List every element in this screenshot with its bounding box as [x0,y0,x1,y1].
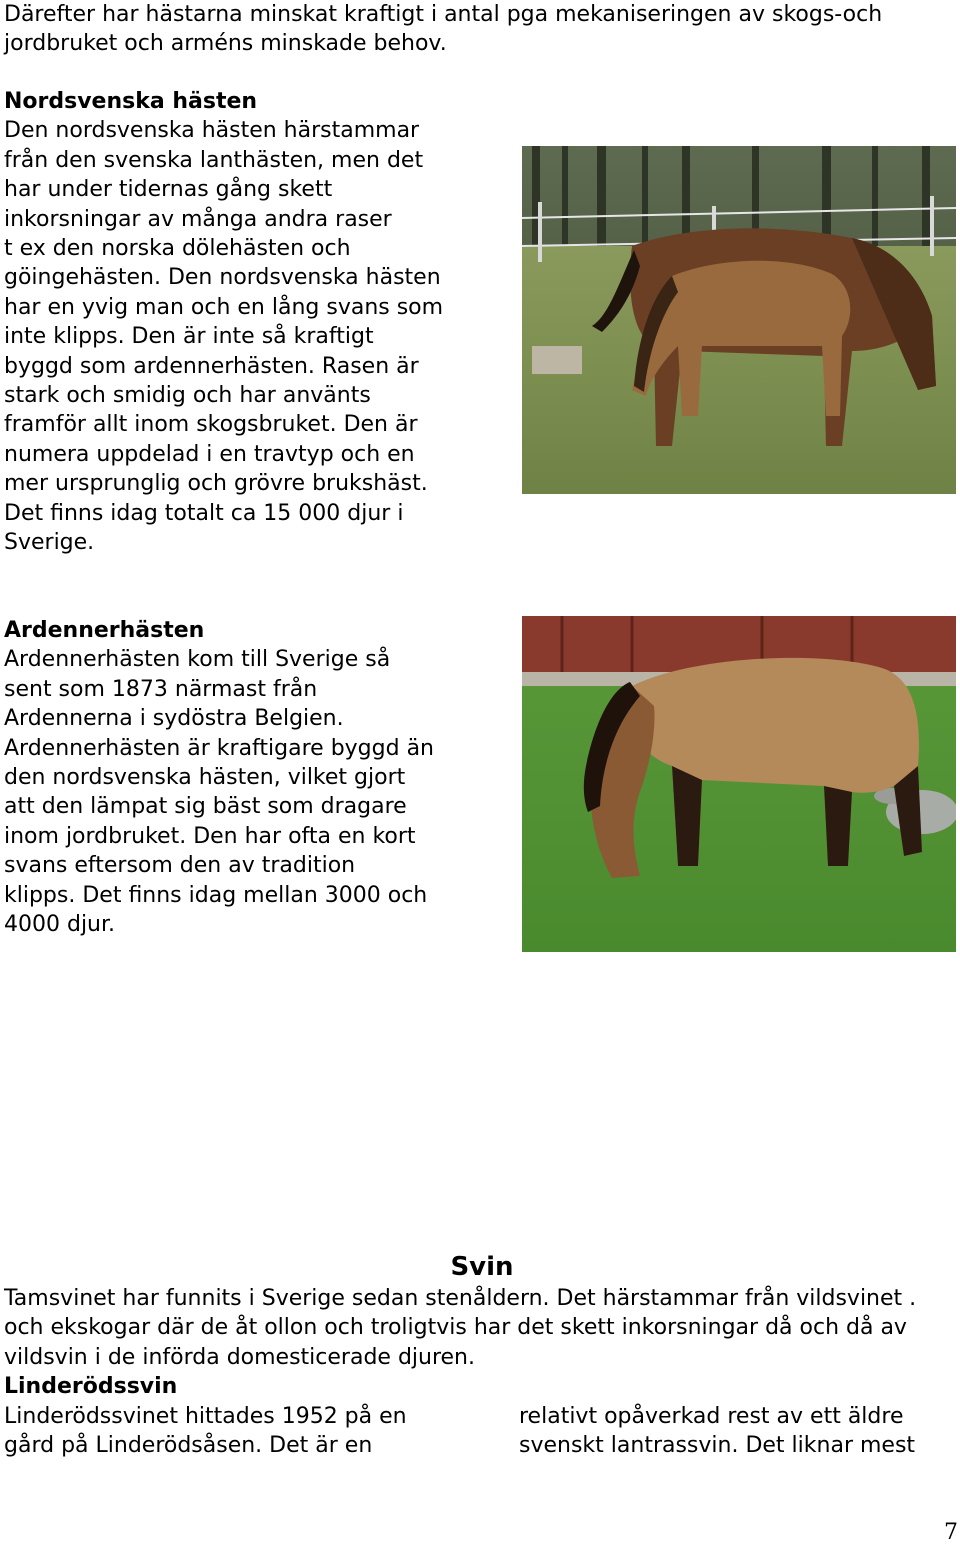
nordsvenska-line: numera uppdelad i en travtyp och en [4,441,415,467]
nordsvenska-line: framför allt inom skogsbruket. Den är [4,412,418,438]
intro-paragraph [4,0,882,59]
ardenner-line: Ardennerna i sydöstra Belgien. [4,706,344,732]
svin-title: Svin [450,1252,514,1282]
svin-line: och ekskogar där de åt ollon och troligtvis har det skett inkorsningar då och då av [4,1315,907,1341]
nordsvenska-line: t ex den norska dölehästen och [4,236,351,262]
svin-line: vildsvin i de införda domesticerade djuren. [4,1344,475,1370]
nordsvenska-line: inte klipps. Den är inte så kraftigt [4,324,374,350]
ardenner-heading: Ardennerhästen [4,618,205,643]
ardenner-line: klipps. Det finns idag mellan 3000 och [4,882,428,908]
nordsvenska-line: byggd som ardennerhästen. Rasen är [4,353,419,379]
ardenner-horse-illustration [522,616,956,952]
nordsvenska-line: stark och smidig och har använts [4,383,371,409]
nordsvenska-section [4,87,443,558]
nordsvenska-line: mer ursprunglig och grövre brukshäst. [4,471,428,497]
nordsvenska-line: göingehästen. Den nordsvenska hästen [4,265,441,291]
linderod-right-line: svenskt lantrassvin. Det liknar mest [519,1433,916,1459]
linderod-heading: Linderödssvin [4,1374,178,1400]
ardenner-line: inom jordbruket. Den har ofta en kort [4,823,416,849]
nordsvenska-line: Sverige. [4,530,95,556]
linderod-left-line: Linderödssvinet hittades 1952 på en [4,1404,407,1429]
svin-paragraph [4,1284,916,1402]
ardenner-line: Ardennerhästen kom till Sverige så [4,647,391,673]
linderod-col-right [519,1402,915,1461]
linderod-right-line: relativt opåverkad rest av ett äldre [519,1404,904,1429]
linderod-left-line: gård på Linderödsåsen. Det är en [4,1433,373,1459]
nordsvenska-line: har under tidernas gång skett [4,177,333,203]
ardenner-line: Ardennerhästen är kraftigare byggd än [4,735,434,761]
nordsvenska-line: Det finns idag totalt ca 15 000 djur i [4,500,404,526]
nordsvenska-heading: Nordsvenska hästen [4,89,258,114]
page-number: 7 [944,1520,958,1545]
intro-line: Därefter har hästarna minskat kraftigt i antal pga mekaniseringen av skogs-och [4,2,883,27]
nordsvenska-line: har en yvig man och en lång svans som [4,294,444,320]
nordsvenska-horse-illustration [522,146,956,494]
nordsvenska-horse-photo [522,146,956,494]
ardenner-line: att den lämpat sig bäst som dragare [4,794,407,820]
ardenner-horse-photo [522,616,956,952]
ardenner-section [4,616,434,939]
nordsvenska-line: från den svenska lanthästen, men det [4,147,424,173]
linderod-col-left [4,1402,407,1461]
svin-line: Tamsvinet har funnits i Sverige sedan stenåldern. Det härstammar från vildsvinet . [4,1286,917,1311]
nordsvenska-line: inkorsningar av många andra raser [4,206,392,232]
ardenner-line: svans eftersom den av tradition [4,853,356,879]
intro-line: jordbruket och arméns minskade behov. [4,31,447,57]
ardenner-line: sent som 1873 närmast från [4,676,318,702]
nordsvenska-line: Den nordsvenska hästen härstammar [4,118,420,144]
ardenner-line: den nordsvenska hästen, vilket gjort [4,765,406,791]
ardenner-line: 4000 djur. [4,912,116,938]
